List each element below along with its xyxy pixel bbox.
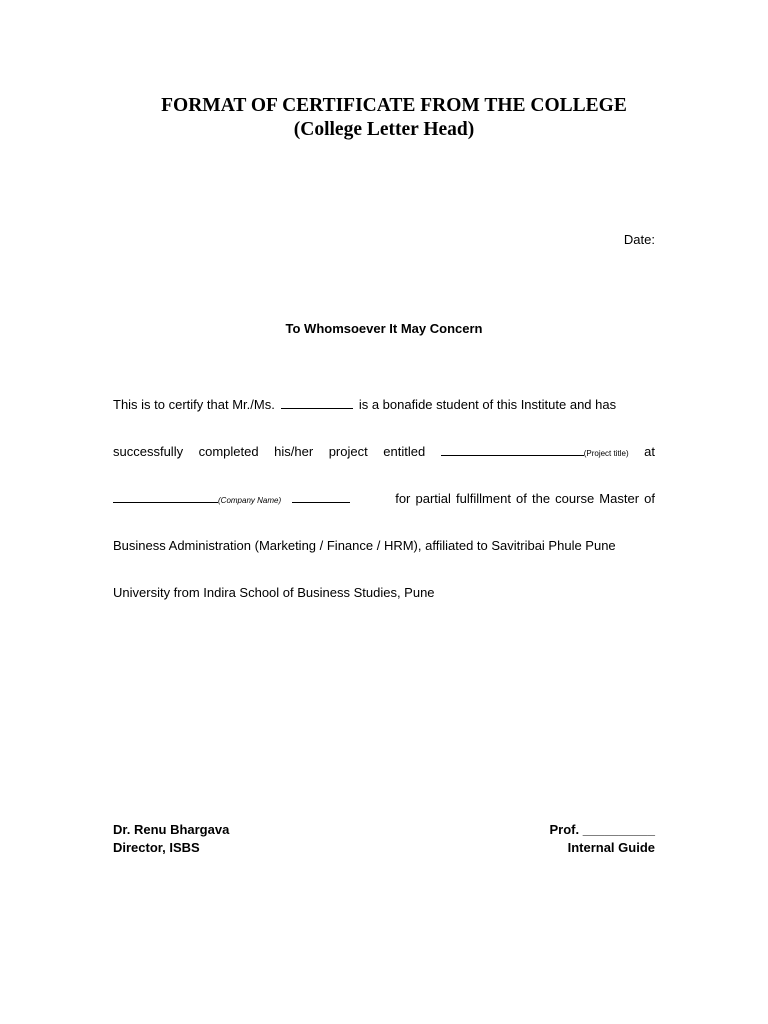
word: successfully bbox=[113, 444, 184, 459]
body-line-3 bbox=[113, 491, 655, 509]
company-name-blank bbox=[113, 491, 218, 503]
bonafide-text: is a bonafide student of this Institute and has bbox=[358, 397, 617, 412]
director-name: Dr. Renu Bhargava bbox=[113, 822, 230, 837]
project-title-blank bbox=[441, 444, 584, 456]
project-title-field bbox=[441, 444, 629, 462]
body-line-4 bbox=[113, 538, 655, 554]
project-title-hint: (Project title) bbox=[583, 449, 629, 458]
company-extra-blank bbox=[292, 491, 350, 503]
word: completed bbox=[198, 444, 259, 459]
university-text: University from Indira School of Business Studies, Pune bbox=[113, 585, 435, 600]
word: entitled bbox=[383, 444, 426, 459]
director-title: Director, ISBS bbox=[113, 840, 200, 855]
course-text: Business Administration (Marketing / Finance / HRM), affiliated to Savitribai Phule Pune bbox=[113, 538, 616, 553]
body-line-1 bbox=[113, 397, 655, 413]
document-subtitle: (College Letter Head) bbox=[293, 119, 475, 140]
body-line-5 bbox=[113, 585, 655, 601]
signature-guide bbox=[549, 821, 655, 857]
certify-text: This is to certify that Mr./Ms. bbox=[113, 397, 275, 412]
document-title: FORMAT OF CERTIFICATE FROM THE COLLEGE bbox=[161, 95, 627, 116]
date-label: Date: bbox=[623, 232, 655, 247]
student-name-blank bbox=[281, 397, 353, 409]
signature-director bbox=[113, 821, 229, 857]
salutation: To Whomsoever It May Concern bbox=[285, 321, 483, 336]
guide-name: Prof. __________ bbox=[549, 822, 655, 837]
word: his/her bbox=[274, 444, 314, 459]
body-line-2 bbox=[113, 444, 655, 462]
company-name-hint: (Company Name) bbox=[218, 496, 282, 505]
word: project bbox=[328, 444, 368, 459]
fulfillment-text: for partial fulfillment of the course Master of bbox=[395, 491, 655, 506]
guide-title: Internal Guide bbox=[567, 840, 655, 855]
company-field bbox=[113, 491, 350, 509]
word: at bbox=[644, 444, 655, 459]
